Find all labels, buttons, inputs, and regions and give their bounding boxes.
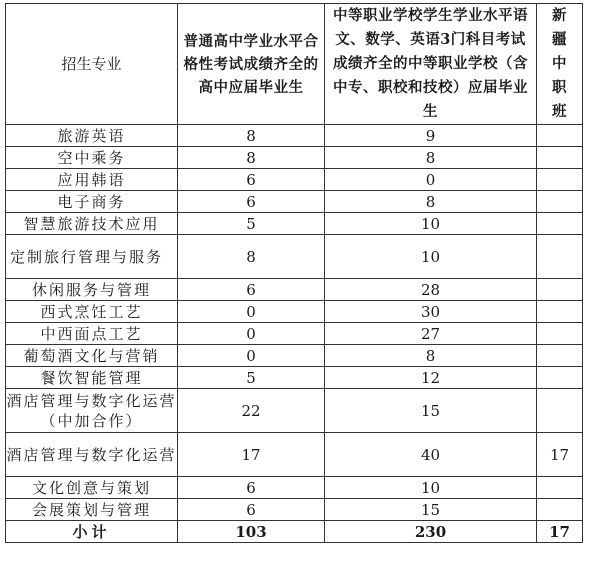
- major-name: 应用韩语: [6, 169, 178, 191]
- vocational-count: 8: [325, 147, 537, 169]
- major-name: 电子商务: [6, 191, 178, 213]
- xinjiang-count: [537, 389, 583, 433]
- major-name: 文化创意与策划: [6, 477, 178, 499]
- table-row: [6, 147, 583, 169]
- xinjiang-count: [537, 367, 583, 389]
- table-row: [6, 191, 583, 213]
- table-row: [6, 389, 583, 433]
- vocational-count: 8: [325, 345, 537, 367]
- general-count: 6: [178, 477, 325, 499]
- general-count: 22: [178, 389, 325, 433]
- vocational-count: 15: [325, 499, 537, 521]
- header-major: 招生专业: [6, 4, 178, 125]
- xinjiang-count: [537, 125, 583, 147]
- xinjiang-count: [537, 191, 583, 213]
- xinjiang-count: 17: [537, 433, 583, 477]
- major-name: 葡萄酒文化与营销: [6, 345, 178, 367]
- major-name: 休闲服务与管理: [6, 279, 178, 301]
- general-count: 5: [178, 213, 325, 235]
- general-count: 6: [178, 169, 325, 191]
- major-name: 中西面点工艺: [6, 323, 178, 345]
- general-count: 0: [178, 345, 325, 367]
- table-row: [6, 323, 583, 345]
- total-col3: 17: [537, 521, 583, 543]
- general-count: 6: [178, 279, 325, 301]
- table-row: [6, 169, 583, 191]
- vocational-count: 10: [325, 235, 537, 279]
- general-count: 0: [178, 323, 325, 345]
- total-label: 小计: [6, 521, 178, 543]
- vocational-count: 8: [325, 191, 537, 213]
- vocational-count: 27: [325, 323, 537, 345]
- header-xinjiang-class: 新疆中职班: [537, 4, 583, 125]
- table-row: [6, 213, 583, 235]
- vocational-count: 12: [325, 367, 537, 389]
- general-count: 8: [178, 235, 325, 279]
- total-col1: 103: [178, 521, 325, 543]
- vocational-count: 9: [325, 125, 537, 147]
- major-name: 智慧旅游技术应用: [6, 213, 178, 235]
- xinjiang-count: [537, 323, 583, 345]
- table-row: [6, 499, 583, 521]
- vocational-count: 10: [325, 213, 537, 235]
- xinjiang-count: [537, 147, 583, 169]
- vocational-count: 30: [325, 301, 537, 323]
- table-row: [6, 367, 583, 389]
- table-row: [6, 125, 583, 147]
- vocational-count: 40: [325, 433, 537, 477]
- header-vocational-school: 中等职业学校学生学业水平语文、数学、英语3门科目考试成绩齐全的中等职业学校（含中专、职校和技校）应届毕业生: [325, 4, 537, 125]
- header-general-high-school: 普通高中学业水平合格性考试成绩齐全的高中应届毕业生: [178, 4, 325, 125]
- table-row: [6, 345, 583, 367]
- header-row: [6, 4, 583, 125]
- major-name: 西式烹饪工艺: [6, 301, 178, 323]
- xinjiang-count: [537, 235, 583, 279]
- total-col2: 230: [325, 521, 537, 543]
- major-name: 餐饮智能管理: [6, 367, 178, 389]
- vocational-count: 10: [325, 477, 537, 499]
- general-count: 17: [178, 433, 325, 477]
- vocational-count: 28: [325, 279, 537, 301]
- xinjiang-count: [537, 477, 583, 499]
- major-name: 酒店管理与数字化运营: [6, 433, 178, 477]
- table-row: [6, 433, 583, 477]
- general-count: 0: [178, 301, 325, 323]
- major-name: 酒店管理与数字化运营（中加合作）: [6, 389, 178, 433]
- xinjiang-count: [537, 169, 583, 191]
- major-name: 空中乘务: [6, 147, 178, 169]
- general-count: 6: [178, 191, 325, 213]
- table-row: [6, 301, 583, 323]
- table-row: [6, 235, 583, 279]
- xinjiang-count: [537, 499, 583, 521]
- major-name: 旅游英语: [6, 125, 178, 147]
- general-count: 8: [178, 147, 325, 169]
- vocational-count: 15: [325, 389, 537, 433]
- xinjiang-count: [537, 345, 583, 367]
- general-count: 6: [178, 499, 325, 521]
- xinjiang-count: [537, 301, 583, 323]
- general-count: 8: [178, 125, 325, 147]
- xinjiang-count: [537, 213, 583, 235]
- table-row: [6, 279, 583, 301]
- enrollment-table: [5, 3, 583, 543]
- total-row: [6, 521, 583, 543]
- major-name: 会展策划与管理: [6, 499, 178, 521]
- general-count: 5: [178, 367, 325, 389]
- major-name: 定制旅行管理与服务: [6, 235, 178, 279]
- table-row: [6, 477, 583, 499]
- vocational-count: 0: [325, 169, 537, 191]
- xinjiang-count: [537, 279, 583, 301]
